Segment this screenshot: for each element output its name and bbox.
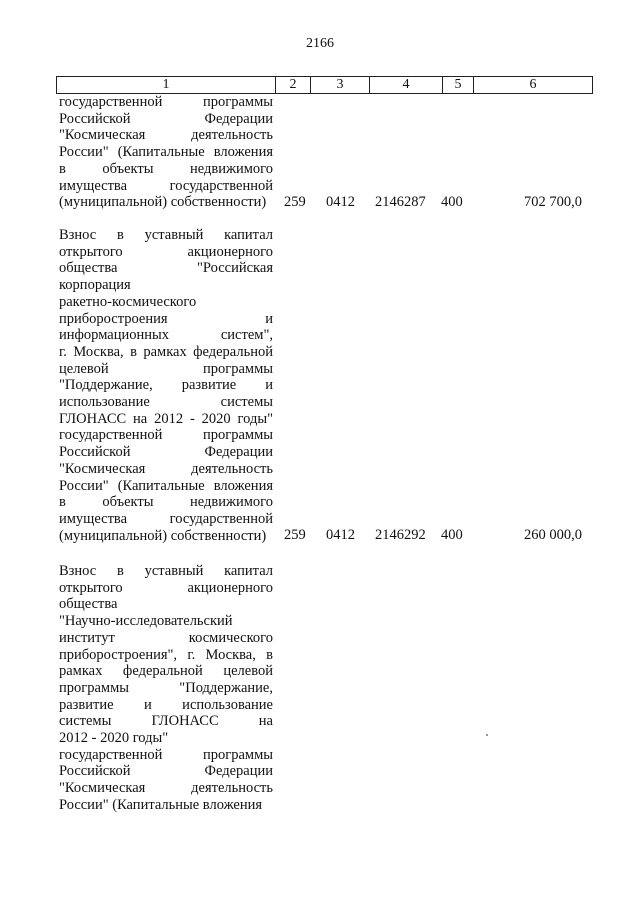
- description-line: 2012 - 2020 годы": [59, 730, 169, 747]
- description-line: "Космическая деятельность: [59, 780, 273, 797]
- code-column-2: 259: [284, 527, 306, 543]
- code-column-3: 0412: [326, 194, 355, 210]
- description-line: "Космическая деятельность: [59, 460, 273, 477]
- code-column-5: 400: [441, 527, 463, 543]
- description-line: "Научно-исследовательский: [59, 613, 233, 630]
- description-line: открытого акционерного: [59, 243, 273, 260]
- description-line: имущества государственной: [59, 177, 273, 194]
- description-line: Российской Федерации: [59, 444, 273, 461]
- code-column-5: 400: [441, 194, 463, 210]
- description-line: государственной программы: [59, 427, 273, 444]
- code-column-4: 2146287: [375, 194, 426, 210]
- description-line: развитие и использование: [59, 696, 273, 713]
- description-line: институт космического: [59, 629, 273, 646]
- description-line: Взнос в уставный капитал: [59, 227, 273, 243]
- description-line: "Космическая деятельность: [59, 127, 273, 144]
- code-column-3: 0412: [326, 527, 355, 543]
- description-line: рамках федеральной целевой: [59, 663, 273, 680]
- description-line: приборостроения и: [59, 310, 273, 327]
- description-line: системы ГЛОНАСС на: [59, 713, 273, 730]
- description-line: использование системы: [59, 394, 273, 411]
- code-column-2: 259: [284, 194, 306, 210]
- description-line: общества "Российская: [59, 260, 273, 277]
- description-line: корпорация: [59, 277, 131, 294]
- description-line: ракетно-космического: [59, 293, 197, 310]
- row-description: [59, 227, 273, 544]
- description-line: государственной программы: [59, 94, 273, 110]
- column-header-table: [56, 76, 593, 94]
- description-line: России" (Капитальные вложения: [59, 796, 263, 813]
- description-line: Российской Федерации: [59, 763, 273, 780]
- column-header-4: 4: [370, 77, 443, 94]
- description-line: в объекты недвижимого: [59, 160, 273, 177]
- scan-speck: [486, 734, 488, 736]
- description-line: приборостроения", г. Москва, в: [59, 646, 273, 663]
- column-header-6: 6: [474, 77, 593, 94]
- page-number: 2166: [306, 36, 334, 51]
- description-line: (муниципальной) собственности): [59, 194, 267, 211]
- description-line: государственной программы: [59, 746, 273, 763]
- description-line: России" (Капитальные вложения: [59, 144, 273, 161]
- column-header-3: 3: [311, 77, 370, 94]
- description-line: информационных систем",: [59, 327, 273, 344]
- description-line: г. Москва, в рамках федеральной: [59, 343, 273, 360]
- description-line: общества: [59, 596, 118, 613]
- column-header-2: 2: [276, 77, 311, 94]
- description-line: целевой программы: [59, 360, 273, 377]
- row-description: [59, 94, 273, 211]
- description-line: в объекты недвижимого: [59, 494, 273, 511]
- description-line: имущества государственной: [59, 510, 273, 527]
- description-line: Взнос в уставный капитал: [59, 563, 273, 579]
- row-description: [59, 563, 273, 814]
- description-line: России" (Капитальные вложения: [59, 477, 273, 494]
- description-line: программы "Поддержание,: [59, 679, 273, 696]
- amount-column-6: 702 700,0: [524, 194, 582, 210]
- description-line: Российской Федерации: [59, 110, 273, 127]
- description-line: (муниципальной) собственности): [59, 527, 267, 544]
- description-line: "Поддержание, развитие и: [59, 377, 273, 394]
- description-line: открытого акционерного: [59, 579, 273, 596]
- column-header-1: 1: [57, 77, 276, 94]
- column-header-5: 5: [443, 77, 474, 94]
- amount-column-6: 260 000,0: [524, 527, 582, 543]
- code-column-4: 2146292: [375, 527, 426, 543]
- description-line: ГЛОНАСС на 2012 - 2020 годы": [59, 410, 273, 427]
